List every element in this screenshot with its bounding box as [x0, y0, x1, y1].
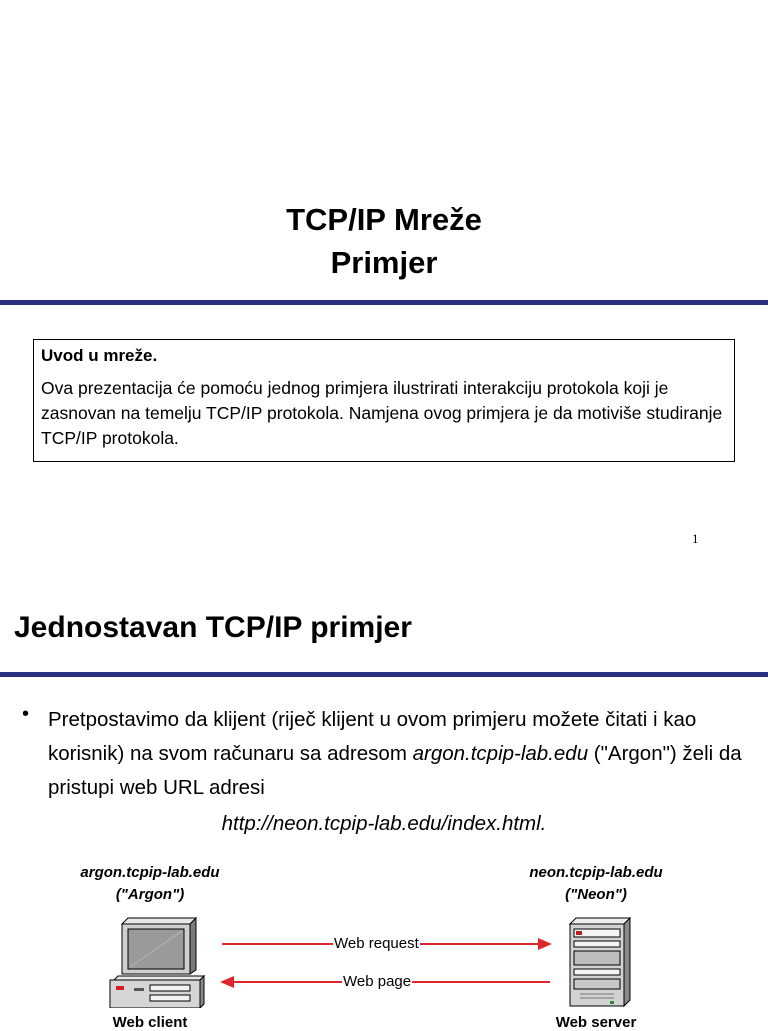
- intro-heading: Uvod u mreže.: [41, 346, 158, 365]
- server-hostname: neon.tcpip-lab.edu: [529, 864, 663, 881]
- web-page-label: Web page: [343, 973, 412, 990]
- bullet-text: [48, 703, 760, 805]
- bullet-text-host: argon.tcpip-lab.edu: [412, 742, 589, 765]
- intro-box: [33, 339, 735, 462]
- slide2-title: Jednostavan TCP/IP primjer: [14, 611, 412, 644]
- slide2-divider: [0, 672, 768, 677]
- bullet-text-part1: Pretpostavimo da klijent (riječ klijent u ovom primjeru možete čitati i kao korisnik) na svom računaru sa adresom: [48, 708, 697, 765]
- bullet-text-part2: ("Argon") želi da pristupi web URL adresi: [48, 742, 742, 799]
- title-divider: [0, 300, 768, 305]
- web-client-caption: Web client: [112, 1014, 188, 1031]
- client-host-label: [50, 862, 250, 906]
- web-server-caption: Web server: [555, 1014, 637, 1031]
- desktop-computer-icon: [106, 916, 206, 1008]
- target-url: http://neon.tcpip-lab.edu/index.html.: [221, 812, 547, 835]
- slide-title-line1: TCP/IP Mreže: [286, 202, 482, 237]
- server-alias: ("Neon"): [565, 886, 627, 903]
- bullet-marker: •: [22, 703, 30, 725]
- client-hostname: argon.tcpip-lab.edu: [80, 864, 220, 881]
- server-tower-icon: [562, 916, 634, 1008]
- slide-title-line2: Primjer: [330, 245, 438, 280]
- client-alias: ("Argon"): [115, 886, 185, 903]
- intro-text: Ova prezentacija će pomoću jednog primjera ilustrirati interakciju protokola koji je zasnovan na temelju TCP/IP protokola. Namjena ovog primjera je da motiviše studiranje TCP/IP protokola.: [41, 378, 723, 448]
- server-host-label: [496, 862, 696, 906]
- page-number: 1: [692, 531, 699, 546]
- web-request-label: Web request: [334, 935, 419, 952]
